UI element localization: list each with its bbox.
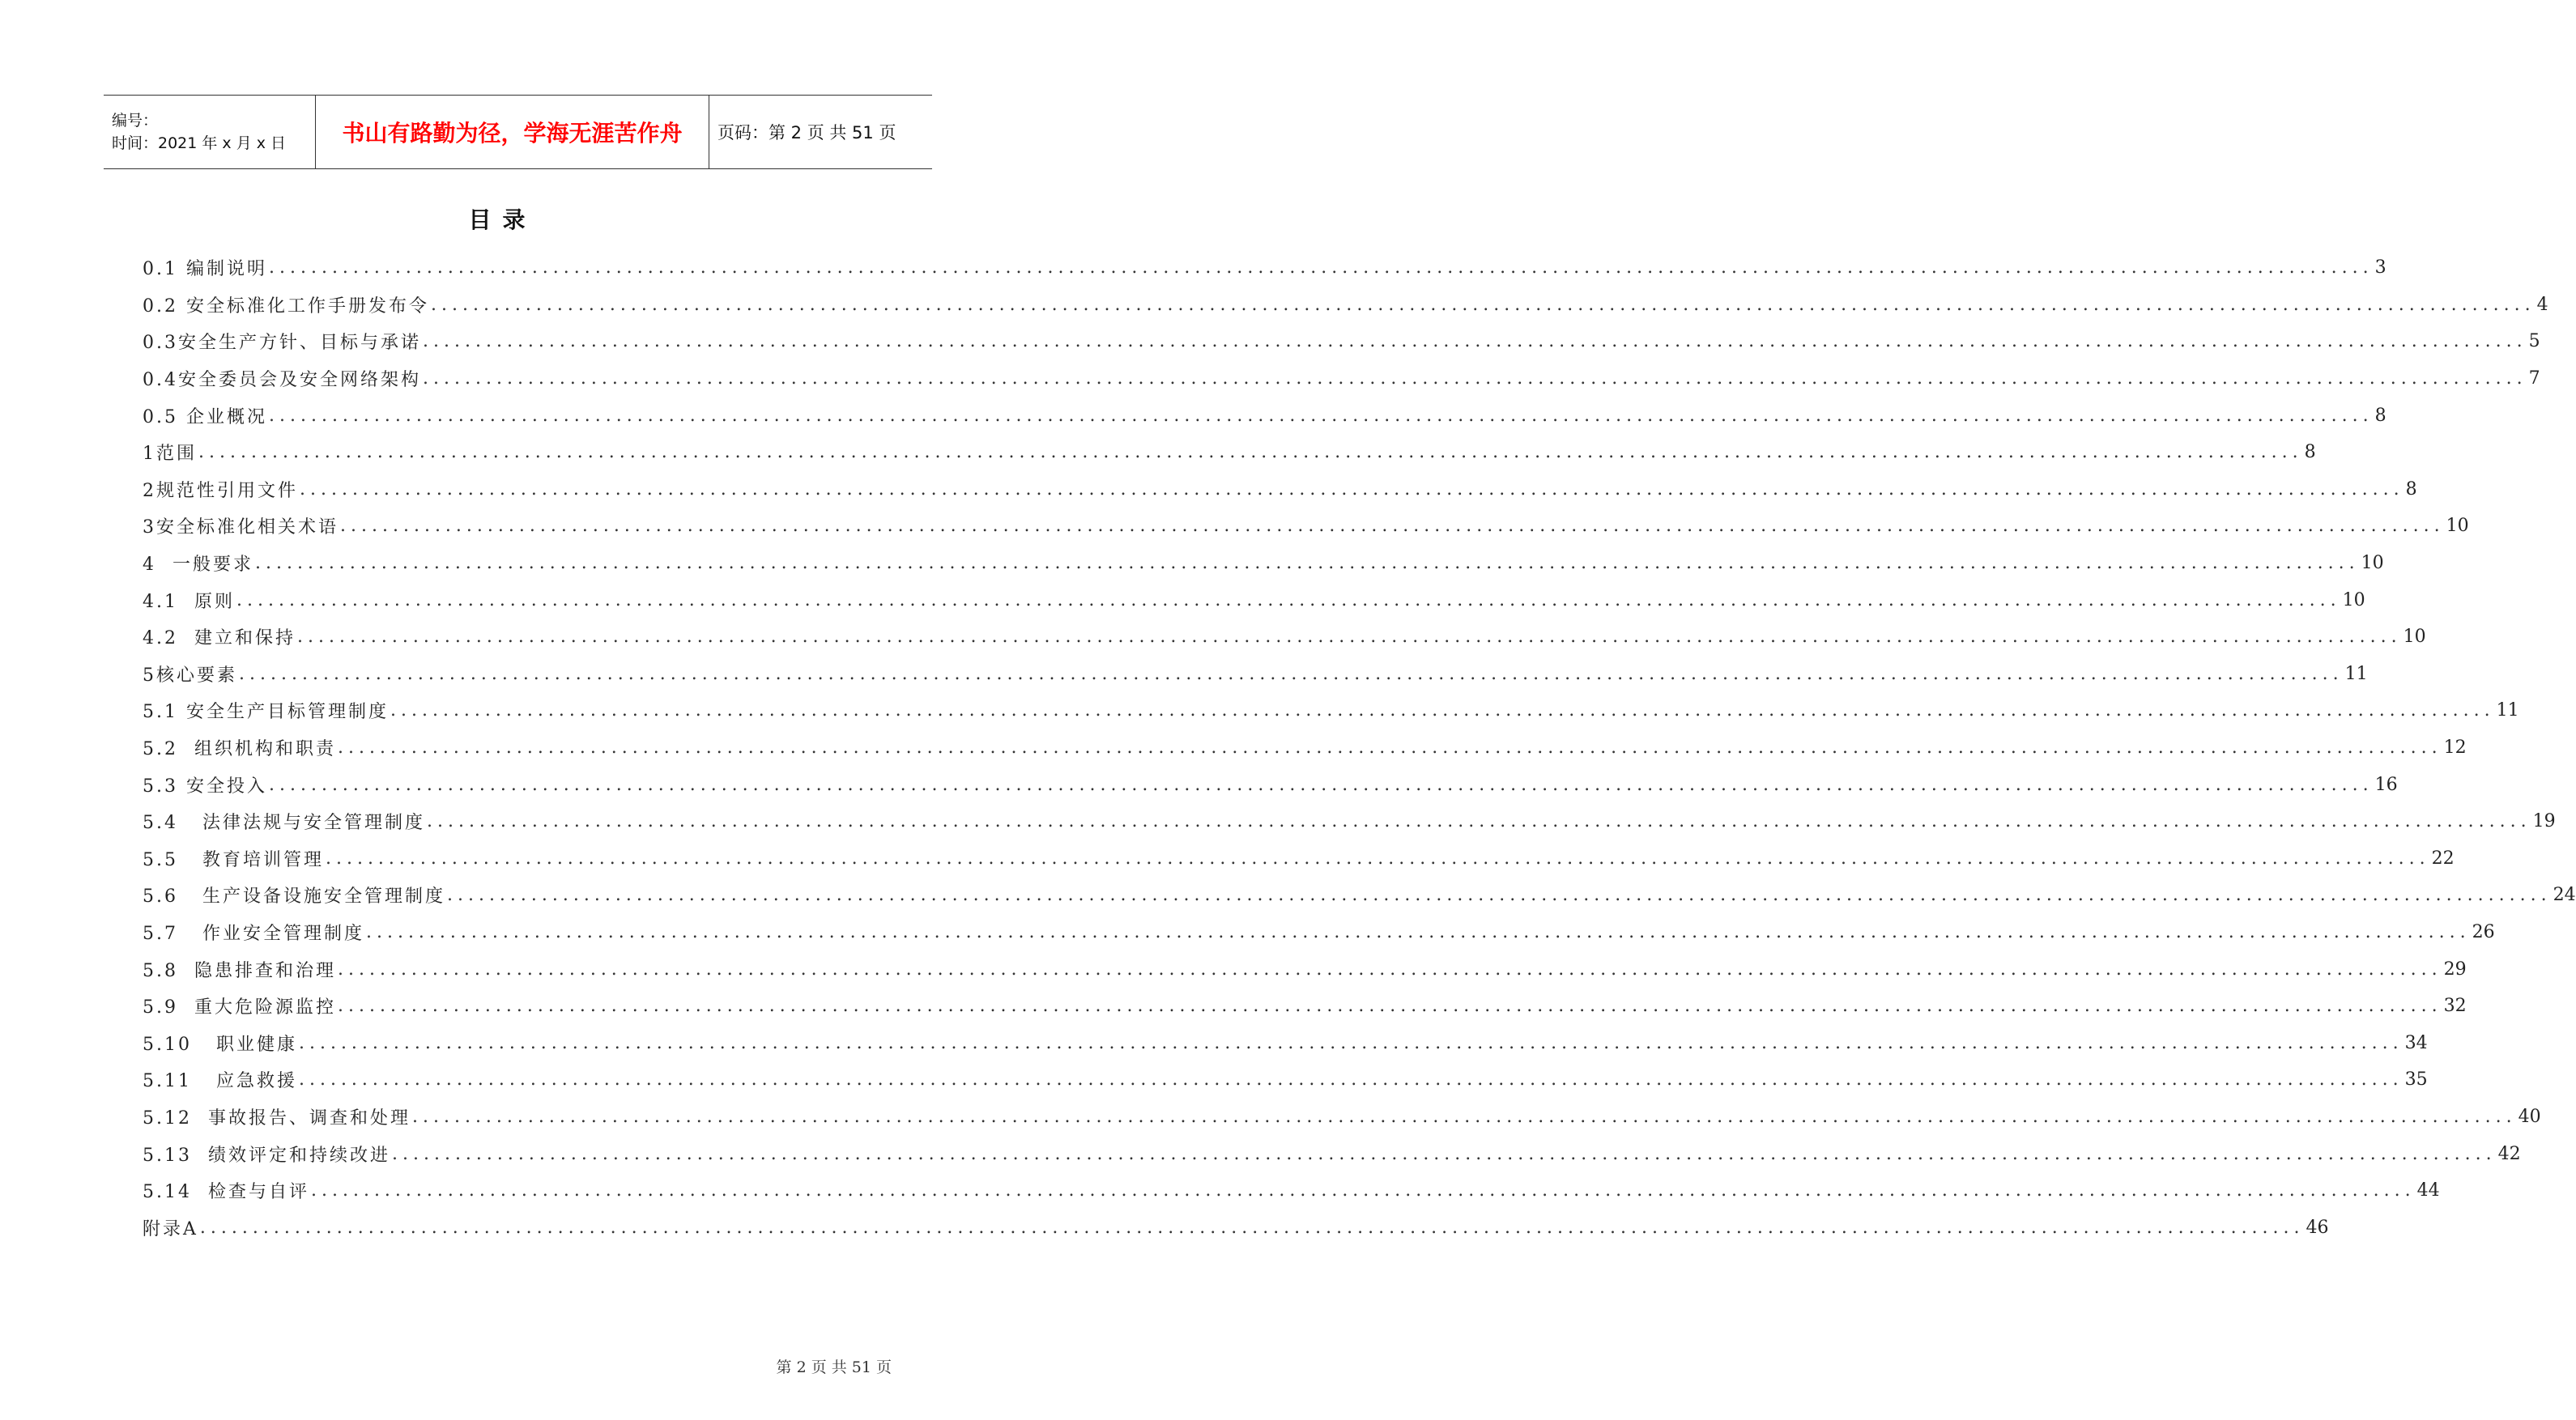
- toc-entry-page: 29: [2443, 959, 2467, 980]
- toc-entry-page: 8: [2374, 405, 2387, 426]
- toc-leader-dots: ........................................................................................................................................................................................................: [337, 996, 2442, 1017]
- toc-leader-dots: ........................................................................................................................................................................................................: [411, 1106, 2517, 1127]
- toc-entry-page: 32: [2443, 996, 2467, 1017]
- toc-entry-label: 5.4 法律法规与安全管理制度: [143, 813, 425, 834]
- document-number-label: 编号：: [112, 112, 159, 130]
- toc-entry[interactable]: [143, 950, 2467, 988]
- toc-entry[interactable]: [143, 1209, 2329, 1246]
- toc-entry[interactable]: [143, 766, 2398, 803]
- toc-entry[interactable]: [143, 249, 2387, 287]
- toc-entry-label: 0.4安全委员会及安全网络架构: [143, 370, 421, 391]
- toc-leader-dots: ........................................................................................................................................................................................................: [430, 294, 2536, 315]
- toc-entry-page: 10: [2361, 553, 2384, 574]
- toc-entry-label: 0.3安全生产方针、目标与承诺: [143, 333, 421, 354]
- toc-entry-label: 3安全标准化相关术语: [143, 517, 338, 538]
- toc-entry[interactable]: [143, 287, 2548, 324]
- toc-leader-dots: ........................................................................................................................................................................................................: [340, 516, 2445, 537]
- toc-leader-dots: ........................................................................................................................................................................................................: [423, 331, 2527, 352]
- toc-entry-label: 2规范性引用文件: [143, 480, 298, 501]
- toc-entry-label: 附录A: [143, 1218, 198, 1239]
- toc-entry-page: 40: [2518, 1106, 2541, 1127]
- toc-leader-dots: ........................................................................................................................................................................................................: [365, 921, 2471, 942]
- toc-entry[interactable]: [143, 323, 2540, 360]
- toc-entry[interactable]: [143, 656, 2368, 693]
- toc-entry[interactable]: [143, 545, 2384, 582]
- toc-entry[interactable]: [143, 619, 2426, 656]
- toc-entry-label: 5核心要素: [143, 665, 237, 686]
- toc-entry-label: 5.10 职业健康: [143, 1034, 297, 1055]
- toc-entry-label: 4.2 建立和保持: [143, 628, 296, 649]
- toc-leader-dots: ........................................................................................................................................................................................................: [391, 1143, 2497, 1164]
- page-header: [104, 95, 932, 169]
- header-page-number: 页码：第 2 页 共 51 页: [717, 123, 896, 142]
- toc-entry-page: 42: [2497, 1143, 2521, 1164]
- toc-leader-dots: ........................................................................................................................................................................................................: [337, 959, 2442, 980]
- toc-entry-label: 0.5 企业概况: [143, 406, 267, 427]
- toc-leader-dots: ........................................................................................................................................................................................................: [446, 885, 2552, 906]
- toc-entry-page: 5: [2528, 331, 2540, 352]
- toc-entry-page: 3: [2374, 257, 2387, 278]
- toc-entry-label: 5.12 事故报告、调查和处理: [143, 1108, 411, 1129]
- toc-leader-dots: ........................................................................................................................................................................................................: [199, 1217, 2305, 1238]
- toc-entry-label: 5.3 安全投入: [143, 776, 267, 797]
- toc-entry-label: 0.1 编制说明: [143, 259, 267, 280]
- toc-entry-page: 4: [2536, 294, 2548, 315]
- toc-entry-label: 4 一般要求: [143, 555, 253, 576]
- toc-entry[interactable]: [143, 729, 2467, 767]
- toc-leader-dots: ........................................................................................................................................................................................................: [254, 553, 2360, 574]
- toc-entry-label: 5.6 生产设备设施安全管理制度: [143, 886, 445, 908]
- toc-entry-page: 8: [2304, 442, 2316, 463]
- toc-entry-page: 11: [2496, 700, 2519, 721]
- toc-leader-dots: ........................................................................................................................................................................................................: [239, 663, 2344, 684]
- toc-leader-dots: ........................................................................................................................................................................................................: [236, 589, 2341, 610]
- toc-leader-dots: ........................................................................................................................................................................................................: [268, 405, 2374, 426]
- toc-leader-dots: ........................................................................................................................................................................................................: [310, 1180, 2416, 1201]
- toc-entry-page: 35: [2404, 1069, 2428, 1091]
- toc-entry-label: 5.11 应急救援: [143, 1071, 297, 1092]
- toc-entry-label: 5.8 隐患排查和治理: [143, 960, 336, 981]
- toc-entry-page: 10: [2342, 589, 2365, 610]
- table-of-contents: [143, 249, 2576, 1246]
- toc-entry[interactable]: [143, 471, 2417, 508]
- toc-entry[interactable]: [143, 914, 2495, 951]
- toc-leader-dots: ........................................................................................................................................................................................................: [268, 257, 2374, 278]
- toc-entry[interactable]: [143, 803, 2556, 840]
- toc-entry-label: 5.1 安全生产目标管理制度: [143, 702, 389, 723]
- toc-entry[interactable]: [143, 1024, 2428, 1061]
- toc-leader-dots: ........................................................................................................................................................................................................: [423, 368, 2527, 389]
- toc-entry-label: 5.7 作业安全管理制度: [143, 923, 364, 944]
- header-motto: 书山有路勤为径，学海无涯苦作舟: [315, 96, 709, 168]
- toc-entry[interactable]: [143, 1172, 2440, 1210]
- toc-entry-page: 34: [2404, 1032, 2428, 1053]
- toc-entry[interactable]: [143, 434, 2316, 471]
- toc-leader-dots: ........................................................................................................................................................................................................: [298, 1032, 2404, 1053]
- toc-entry[interactable]: [143, 877, 2576, 914]
- toc-entry-page: 22: [2431, 848, 2455, 869]
- toc-entry-label: 5.13 绩效评定和持续改进: [143, 1145, 390, 1166]
- toc-entry[interactable]: [143, 581, 2365, 619]
- toc-entry-page: 8: [2405, 478, 2417, 500]
- toc-entry-page: 26: [2472, 921, 2495, 942]
- toc-title: 目录: [468, 206, 537, 233]
- toc-entry-label: 5.9 重大危险源监控: [143, 997, 336, 1018]
- toc-entry-page: 12: [2443, 738, 2467, 759]
- toc-entry[interactable]: [143, 692, 2519, 729]
- toc-leader-dots: ........................................................................................................................................................................................................: [268, 774, 2374, 795]
- toc-entry-page: 24: [2553, 885, 2576, 906]
- toc-leader-dots: ........................................................................................................................................................................................................: [337, 738, 2442, 759]
- toc-entry[interactable]: [143, 1061, 2428, 1099]
- toc-leader-dots: ........................................................................................................................................................................................................: [426, 811, 2531, 832]
- toc-leader-dots: ........................................................................................................................................................................................................: [300, 478, 2404, 500]
- toc-leader-dots: ........................................................................................................................................................................................................: [298, 1069, 2404, 1091]
- toc-leader-dots: ........................................................................................................................................................................................................: [296, 627, 2402, 648]
- toc-entry-page: 7: [2528, 368, 2540, 389]
- toc-entry-page: 19: [2532, 811, 2556, 832]
- toc-entry[interactable]: [143, 397, 2387, 434]
- toc-entry-page: 16: [2374, 774, 2398, 795]
- toc-entry[interactable]: [143, 508, 2469, 545]
- header-meta: [104, 96, 315, 168]
- toc-entry-page: 46: [2306, 1217, 2329, 1238]
- toc-leader-dots: ........................................................................................................................................................................................................: [198, 442, 2303, 463]
- toc-entry[interactable]: [143, 1099, 2541, 1136]
- toc-entry-label: 5.14 检查与自评: [143, 1182, 309, 1203]
- page-footer: 第 2 页 共 51 页: [776, 1358, 892, 1376]
- toc-entry-label: 1范围: [143, 444, 197, 465]
- toc-entry-page: 10: [2446, 516, 2469, 537]
- toc-entry-label: 0.2 安全标准化工作手册发布令: [143, 295, 429, 317]
- toc-entry[interactable]: [143, 1135, 2521, 1172]
- toc-entry-page: 10: [2403, 627, 2426, 648]
- toc-entry-label: 4.1 原则: [143, 591, 235, 612]
- toc-entry-page: 11: [2344, 663, 2368, 684]
- toc-entry[interactable]: [143, 988, 2467, 1025]
- toc-leader-dots: ........................................................................................................................................................................................................: [325, 848, 2430, 869]
- toc-entry[interactable]: [143, 840, 2455, 878]
- toc-entry-page: 44: [2416, 1180, 2440, 1201]
- toc-entry-label: 5.5 教育培训管理: [143, 849, 324, 870]
- toc-entry[interactable]: [143, 360, 2540, 398]
- document-time-label: 时间：2021 年 x 月 x 日: [112, 134, 287, 152]
- toc-entry-label: 5.2 组织机构和职责: [143, 739, 336, 760]
- toc-leader-dots: ........................................................................................................................................................................................................: [390, 700, 2495, 721]
